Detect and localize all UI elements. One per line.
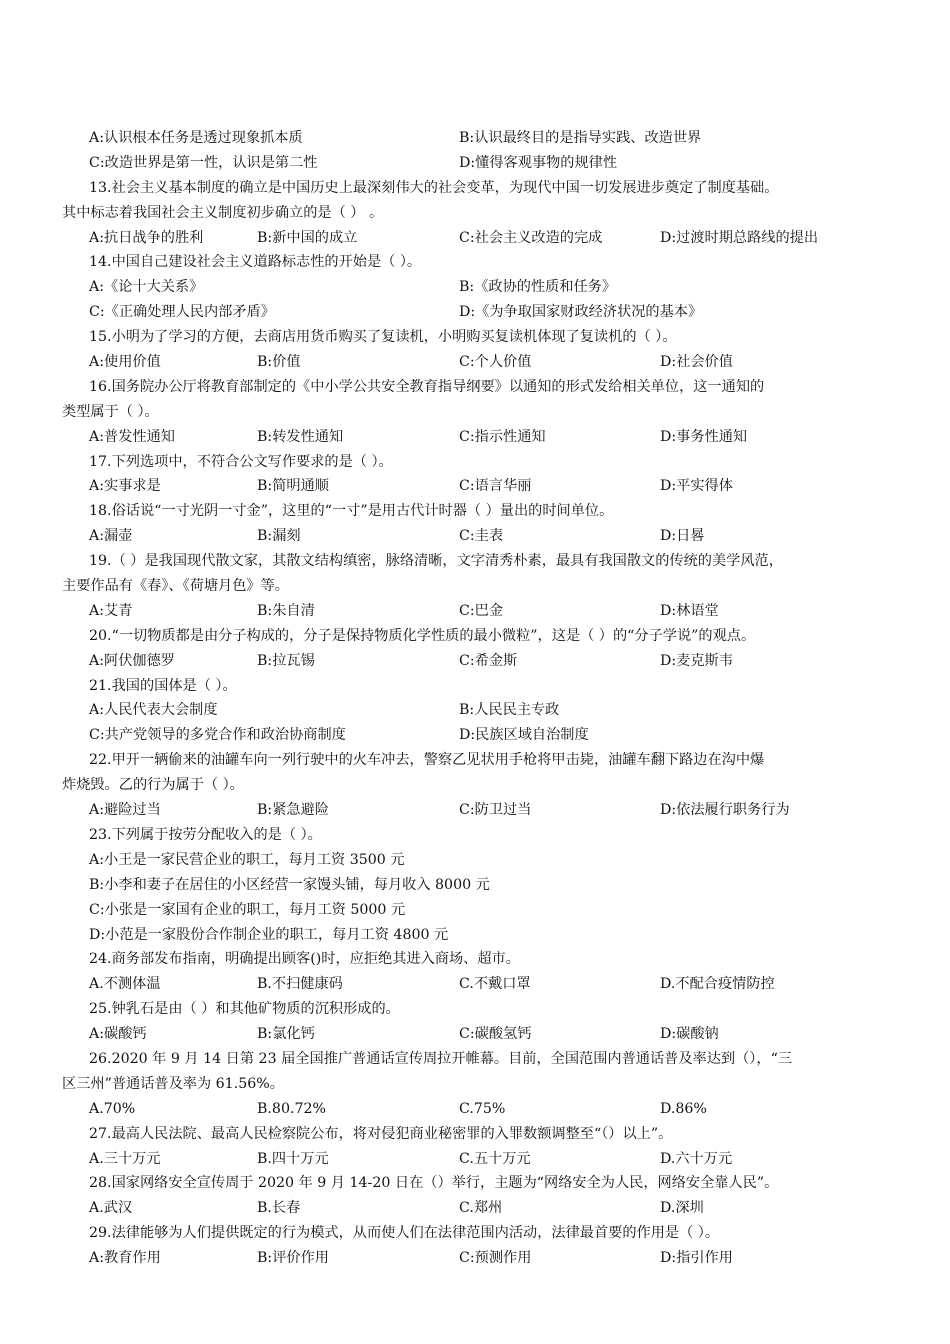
answer-option: A:使用价值 (89, 354, 161, 371)
question-stem-continued: 主要作品有《春》、《荷塘月色》等。 (62, 578, 289, 595)
answer-option: D:平实得体 (660, 478, 733, 495)
answer-option: C.郑州 (459, 1200, 503, 1217)
question-stem: 27.最高人民法院、最高人民检察院公布，将对侵犯商业秘密罪的入罪数额调整至“（）以上”。 (89, 1125, 673, 1142)
answer-option: D:社会价值 (660, 354, 733, 371)
answer-option: D:日晷 (660, 528, 705, 545)
answer-option: D:小范是一家股份合作制企业的职工，每月工资 4800 元 (89, 926, 449, 943)
question-stem: 29.法律能够为人们提供既定的行为模式，从而使人们在法律范围内活动，法律最首要的作用是（ ）。 (89, 1225, 720, 1242)
answer-option: B:朱自清 (257, 602, 315, 619)
answer-option: B:简明通顺 (257, 478, 329, 495)
answer-option: A:《论十大关系》 (89, 279, 204, 296)
answer-option: B.不扫健康码 (257, 976, 343, 993)
answer-option: B.长春 (257, 1200, 301, 1217)
answer-option: C:语言华丽 (459, 478, 532, 495)
answer-option: A.武汉 (89, 1200, 133, 1217)
answer-option: B.四十万元 (257, 1150, 329, 1167)
question-stem: 22.甲开一辆偷来的油罐车向一列行驶中的火车冲去，警察乙见状用手枪将甲击毙，油罐车翻下路边在沟中爆 (89, 752, 765, 769)
answer-option: C:《正确处理人民内部矛盾》 (89, 304, 275, 321)
answer-option: A.不测体温 (89, 976, 161, 993)
answer-option: B:《政协的性质和任务》 (459, 279, 617, 296)
answer-options-row (62, 1097, 892, 1122)
question-stem: 13.社会主义基本制度的确立是中国历史上最深刻伟大的社会变革，为现代中国一切发展进步奠定了制度基础。 (89, 179, 779, 196)
answer-option: B:评价作用 (257, 1250, 329, 1267)
answer-option: B:认识最终目的是指导实践、改造世界 (459, 130, 702, 146)
answer-option: B:人民民主专政 (459, 702, 560, 719)
answer-options-row (62, 300, 892, 325)
answer-option: D.深圳 (660, 1200, 704, 1217)
answer-option: A:实事求是 (89, 478, 161, 495)
answer-option: D:懂得客观事物的规律性 (459, 154, 618, 171)
answer-option: C.不戴口罩 (459, 976, 531, 993)
question-stem: 20.“一切物质都是由分子构成的，分子是保持物质化学性质的最小微粒”，这是（ ）的“分子学说”的观点。 (89, 627, 756, 644)
question-stem: 16.国务院办公厅将教育部制定的《中小学公共安全教育指导纲要》以通知的形式发给相关单位，这一通知的 (89, 378, 765, 395)
answer-option: C:指示性通知 (459, 428, 546, 445)
question-stem: 19.（ ）是我国现代散文家，其散文结构缜密，脉络清晰，文字清秀朴素，最具有我国散文的传统的美学风范， (89, 553, 783, 570)
answer-options-row (62, 151, 892, 176)
question-stem: 14.中国自己建设社会主义道路标志性的开始是（ ）。 (89, 254, 422, 271)
answer-option: C:个人价值 (459, 354, 532, 371)
answer-option: B:拉瓦锡 (257, 652, 315, 669)
answer-option: D:《为争取国家财政经济状况的基本》 (459, 304, 703, 321)
answer-option: D.六十万元 (660, 1150, 733, 1167)
answer-option: A:抗日战争的胜利 (89, 229, 204, 246)
answer-option: D:过渡时期总路线的提出 (660, 229, 819, 246)
answer-option: A:阿伏伽德罗 (89, 652, 175, 669)
answer-options-row (62, 649, 892, 674)
answer-option: B:氯化钙 (257, 1026, 315, 1043)
answer-option: C:改造世界是第一性，认识是第二性 (89, 154, 318, 171)
answer-option: C.五十万元 (459, 1150, 531, 1167)
question-stem: 23.下列属于按劳分配收入的是（ ）。 (89, 826, 322, 843)
answer-option: A:碳酸钙 (89, 1026, 147, 1043)
answer-option: C:碳酸氢钙 (459, 1026, 532, 1043)
answer-option: D:事务性通知 (660, 428, 748, 445)
answer-option: A:普发性通知 (89, 428, 175, 445)
answer-option: D:民族区域自治制度 (459, 727, 589, 744)
answer-options-row (62, 350, 892, 375)
answer-options-row (62, 1246, 892, 1271)
answer-option: B:新中国的成立 (257, 229, 358, 246)
answer-option: D:依法履行职务行为 (660, 802, 790, 819)
answer-options-row (62, 972, 892, 997)
answer-option: C:小张是一家国有企业的职工，每月工资 5000 元 (89, 901, 406, 918)
answer-options-row (62, 126, 892, 151)
answer-option: D:林语堂 (660, 602, 719, 619)
answer-options-row (62, 275, 892, 300)
answer-option: D.不配合疫情防控 (660, 976, 775, 993)
answer-option: A:避险过当 (89, 802, 161, 819)
answer-options-row (62, 723, 892, 748)
answer-option: A:人民代表大会制度 (89, 702, 218, 719)
question-stem: 18.俗话说“一寸光阴一寸金”，这里的“一寸”是用古代计时器（ ）量出的时间单位。 (89, 503, 614, 520)
question-stem: 26.2020 年 9 月 14 日第 23 届全国推广普通话宣传周拉开帷幕。目前，全国范围内普通话普及率达到（），“三 (89, 1050, 793, 1067)
question-stem: 28.国家网络安全宣传周于 2020 年 9 月 14-20 日在（）举行，主题为“网络安全为人民，网络安全靠人民”。 (89, 1175, 779, 1192)
answer-options-row (62, 599, 892, 624)
answer-option: C:社会主义改造的完成 (459, 229, 603, 246)
answer-options-row (62, 425, 892, 450)
answer-options-row (62, 1022, 892, 1047)
answer-option: B:漏刻 (257, 528, 301, 545)
answer-option: C.75% (459, 1100, 506, 1117)
answer-option: A:漏壶 (89, 528, 133, 545)
answer-options-row (62, 798, 892, 823)
answer-option: B.80.72% (257, 1100, 327, 1117)
question-stem: 24.商务部发布指南，明确提出顾客()时，应拒绝其进入商场、超市。 (89, 951, 520, 968)
question-stem: 17.下列选项中，不符合公文写作要求的是（ ）。 (89, 453, 393, 470)
answer-option: B:价值 (257, 354, 301, 371)
answer-option: A:艾青 (89, 602, 133, 619)
answer-options-row (62, 226, 892, 251)
question-stem: 15.小明为了学习的方便，去商店用货币购买了复读机，小明购买复读机体现了复读机的（ ）。 (89, 329, 677, 346)
question-stem-continued: 类型属于（ ）。 (62, 403, 159, 420)
answer-option: C:防卫过当 (459, 802, 532, 819)
question-stem: 21.我国的国体是（ ）。 (89, 677, 237, 694)
answer-option: A.70% (89, 1100, 136, 1117)
question-stem-continued: 其中标志着我国社会主义制度初步确立的是（ ） 。 (62, 204, 384, 221)
answer-option: B:小李和妻子在居住的小区经营一家馒头铺，每月收入 8000 元 (89, 876, 490, 893)
answer-option: C:预测作用 (459, 1250, 532, 1267)
answer-option: D:碳酸钠 (660, 1026, 719, 1043)
answer-option: B:紧急避险 (257, 802, 329, 819)
answer-options-row (62, 1147, 892, 1172)
answer-option: A:小王是一家民营企业的职工，每月工资 3500 元 (89, 851, 405, 868)
question-list (62, 126, 892, 1271)
answer-option: A:认识根本任务是透过现象抓本质 (89, 130, 303, 146)
answer-options-row (62, 1196, 892, 1221)
answer-option: C:希金斯 (459, 652, 518, 669)
answer-option: D.86% (660, 1100, 707, 1117)
question-stem-continued: 区三州”普通话普及率为 61.56%。 (62, 1075, 284, 1092)
question-stem: 25.钟乳石是由（ ）和其他矿物质的沉积形成的。 (89, 1001, 400, 1018)
answer-option: C:巴金 (459, 602, 504, 619)
answer-option: D:指引作用 (660, 1250, 733, 1267)
answer-option: B:转发性通知 (257, 428, 344, 445)
answer-option: C:共产党领导的多党合作和政治协商制度 (89, 727, 346, 744)
answer-option: C:圭表 (459, 528, 504, 545)
answer-options-row (62, 698, 892, 723)
answer-option: A:教育作用 (89, 1250, 161, 1267)
question-stem-continued: 炸烧毁。乙的行为属于（ ）。 (62, 777, 244, 794)
answer-option: A.三十万元 (89, 1150, 161, 1167)
answer-options-row (62, 524, 892, 549)
answer-option: D:麦克斯韦 (660, 652, 733, 669)
answer-options-row (62, 474, 892, 499)
